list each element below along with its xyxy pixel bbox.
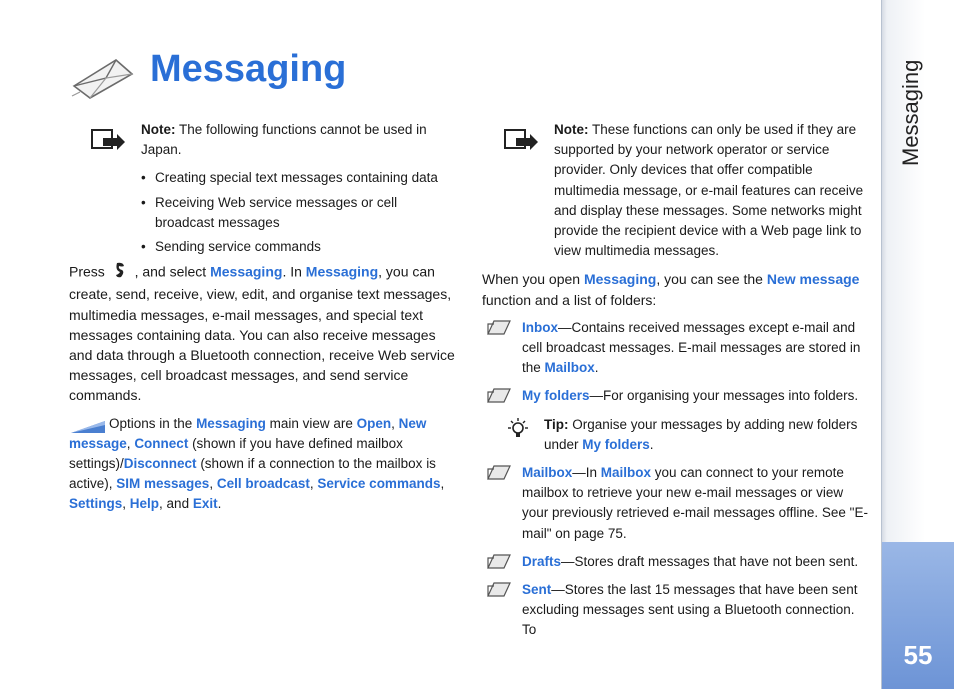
folder-icon: [486, 552, 512, 570]
link-messaging[interactable]: Messaging: [583, 271, 657, 288]
option-service-commands[interactable]: Service commands: [317, 476, 441, 492]
folder-icon: [486, 386, 512, 404]
option-cell-broadcast[interactable]: Cell broadcast: [216, 476, 310, 492]
lightbulb-icon: [506, 417, 530, 439]
link-messaging[interactable]: Messaging: [196, 415, 266, 431]
unsupported-list: [69, 168, 457, 257]
list-item: • Receiving Web service messages or cell broadcast messages: [141, 193, 457, 233]
link-new-message[interactable]: New message: [766, 271, 860, 288]
option-sim-messages[interactable]: SIM messages: [116, 476, 210, 492]
option-new-message[interactable]: New message: [69, 415, 427, 451]
tip-my-folders: Tip: Organise your messages by adding new folders under My folders.: [482, 415, 872, 455]
page-title: Messaging: [150, 48, 347, 90]
option-help[interactable]: Help: [129, 496, 160, 512]
link-mailbox[interactable]: Mailbox: [544, 360, 595, 376]
list-item: • Sending service commands: [141, 237, 457, 257]
folder-inbox: Inbox—Contains received messages except e-mail and cell broadcast messages. E-mail messages are stored in the Mailbox.: [482, 318, 872, 379]
link-mailbox[interactable]: Mailbox: [522, 465, 573, 481]
option-connect[interactable]: Connect: [134, 435, 189, 451]
note-japan: [69, 120, 457, 160]
note-text: The following functions cannot be used in Japan.: [141, 122, 427, 158]
menu-key-icon: [109, 261, 131, 284]
note-arrow-icon: [504, 128, 540, 154]
side-tab-label: Messaging: [898, 59, 923, 166]
tip-label: Tip:: [544, 416, 569, 432]
left-column: [69, 120, 457, 515]
note-arrow-icon: [91, 128, 127, 154]
folder-my-folders: My folders—For organising your messages into folders.: [482, 386, 872, 406]
list-item: • Creating special text messages containing data: [141, 168, 457, 188]
page-number: 55: [903, 640, 933, 670]
link-drafts[interactable]: Drafts: [522, 553, 562, 569]
link-sent[interactable]: Sent: [522, 582, 552, 598]
right-column: [482, 120, 872, 649]
link-messaging[interactable]: Messaging: [305, 263, 379, 280]
link-my-folders[interactable]: My folders: [522, 388, 590, 404]
press-paragraph: Press , and select Messaging. In Messaging, you can create, send, receive, view, edit, and organise text messages, multimedia messages, e-mail messages, and special text messages containing data. You can also receive messages and data through a Bluetooth connection, receive Web service messages, cell broadcast messages, and send service commands.: [69, 261, 457, 405]
note-network: [482, 120, 872, 261]
folder-mailbox: Mailbox—In Mailbox you can connect to your remote mailbox to retrieve your new e-mail messages or view your previously retrieved e-mail messages offline. See "E-mail" on page 75.: [482, 463, 872, 544]
option-exit[interactable]: Exit: [192, 496, 218, 512]
folder-sent: Sent—Stores the last 15 messages that have been sent excluding messages sent using a Bluetooth connection. To: [482, 580, 872, 641]
folder-drafts: Drafts—Stores draft messages that have not been sent.: [482, 552, 872, 572]
link-messaging[interactable]: Messaging: [210, 263, 283, 280]
options-paragraph: Options in the Messaging main view are Open, New message, Connect (shown if you have defined mailbox settings)/Disconnect (shown if a connection to the mailbox is active), SIM messages, Cell broadcast, Service commands, Settings, Help, and Exit.: [69, 415, 445, 512]
note-text: These functions can only be used if they are supported by your network operator or service provider. Only devices that offer compatible multimedia message, or e-mail features can receive and display these messages. Some networks might provide the recipient device with a Web page link to view multimedia messages.: [554, 122, 864, 259]
envelope-icon: [70, 56, 136, 102]
options-triangle-icon: [71, 419, 105, 433]
option-settings[interactable]: Settings: [69, 496, 123, 512]
folder-icon: [486, 318, 512, 336]
link-my-folders[interactable]: My folders: [582, 436, 650, 452]
option-disconnect[interactable]: Disconnect: [123, 456, 197, 472]
folder-icon: [486, 463, 512, 481]
note-label: Note:: [554, 122, 589, 137]
link-inbox[interactable]: Inbox: [522, 319, 558, 335]
link-mailbox[interactable]: Mailbox: [600, 465, 652, 481]
folder-icon: [486, 580, 512, 598]
note-label: Note:: [141, 122, 176, 137]
intro-paragraph: When you open Messaging, you can see the New message function and a list of folders:: [482, 271, 860, 308]
option-open[interactable]: Open: [356, 415, 392, 431]
